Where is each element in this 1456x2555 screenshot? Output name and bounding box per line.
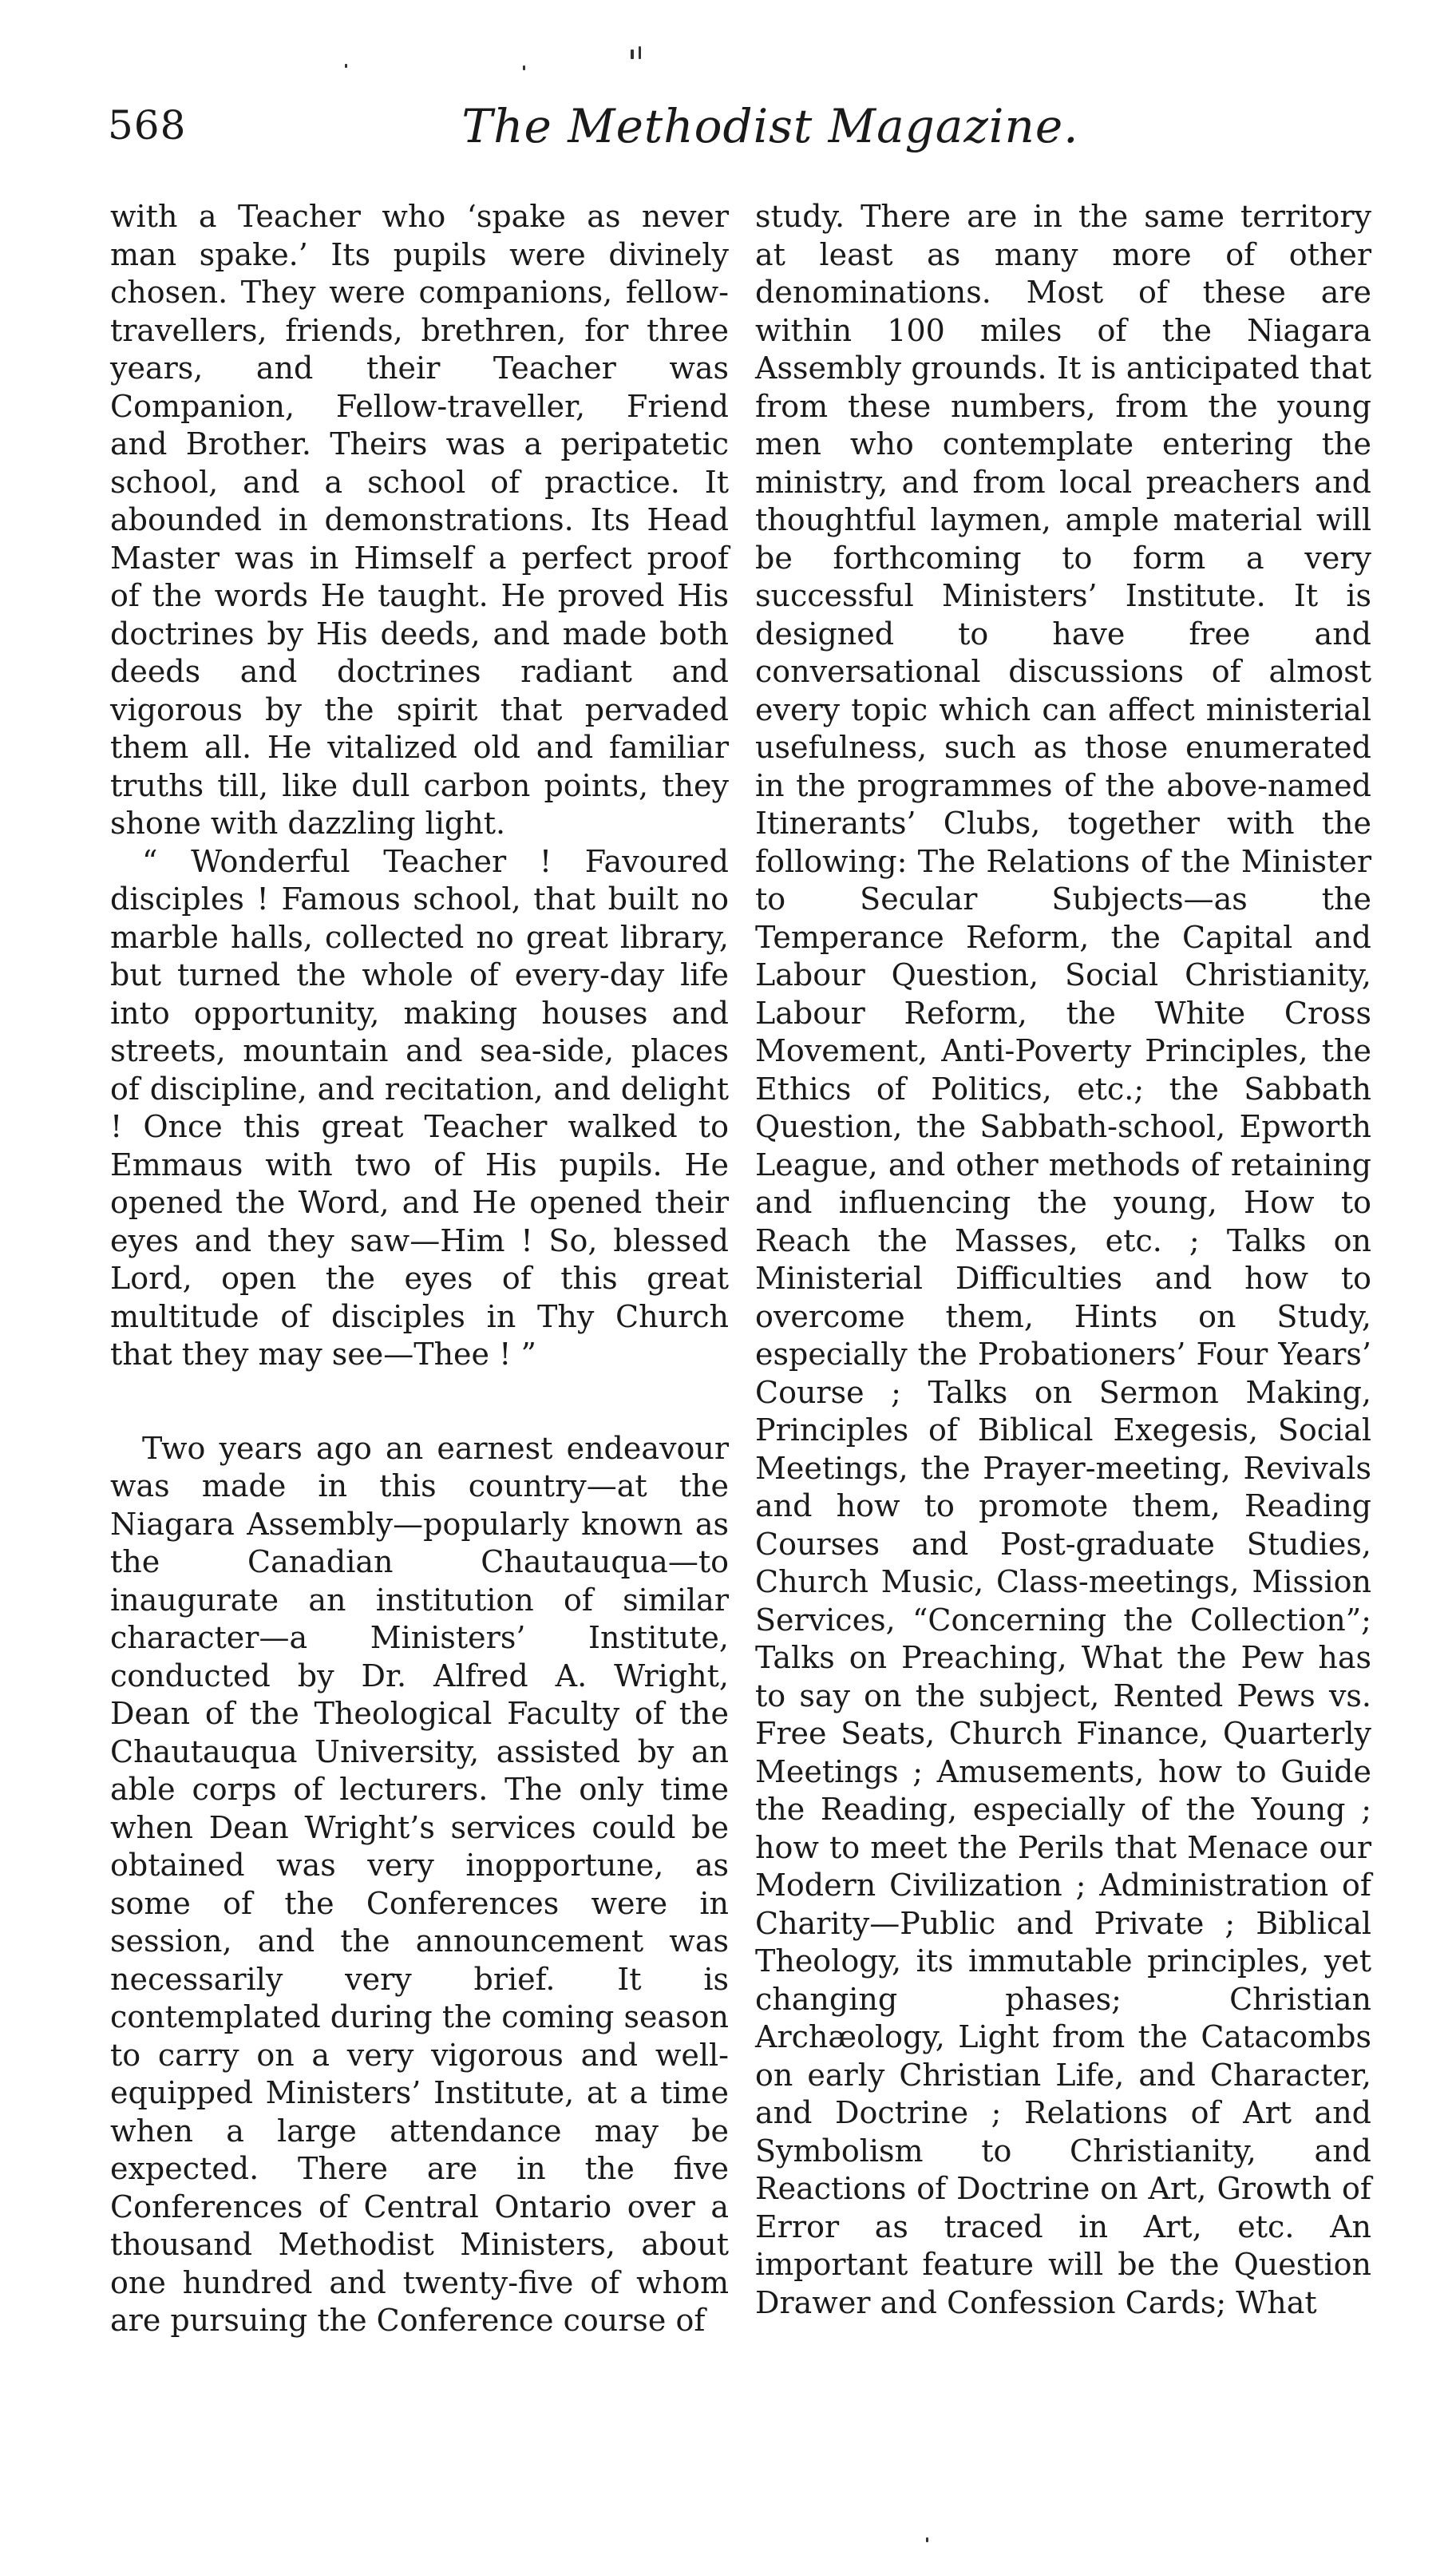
paragraph-quote: “ Wonderful Teacher ! Favoured disciples ! Famous school, that built no marble halls, collected no great library, but turned the whole of every-day life into opportunity, making houses and streets, mountain and sea-side, places of discipline, and recitation, and delight ! Once this great Teacher walked to Emmaus with two of His pupils. He opened the Word, and He opened their eyes and they saw—Him ! So, blessed Lord, open the eyes of this great multitude of disciples in Thy Church that they may see—Thee ! ” xyxy=(110,843,729,1372)
left-column xyxy=(110,198,729,2340)
print-speck xyxy=(631,50,634,59)
print-speck xyxy=(639,46,641,59)
print-speck xyxy=(926,2537,928,2542)
paragraph: with a Teacher who ‘spake as never man spake.’ Its pupils were divinely chosen. They were companions, fellow-travellers, friends, brethren, for three years, and their Teacher was Companion, Fellow-traveller, Friend and Brother. Theirs was a peripatetic school, and a school of practice. It abounded in demonstrations. Its Head Master was in Himself a perfect proof of the words He taught. He proved His doctrines by His deeds, and made both deeds and doctrines radiant and vigorous by the spirit that pervaded them all. He vitalized old and familiar truths till, like dull carbon points, they shone with dazzling light. xyxy=(110,199,729,841)
running-title: The Methodist Magazine. xyxy=(461,99,1079,153)
page-number: 568 xyxy=(108,102,187,149)
page-header xyxy=(108,94,1369,166)
paragraph: Two years ago an earnest endeavour was made in this country—at the Niagara Assembly—popularly known as the Canadian Chautauqua—to inaugurate an institution of similar character—a Ministers’ Institute, conducted by Dr. Alfred A. Wright, Dean of the Theological Faculty of the Chautauqua University, assisted by an able corps of lecturers. The only time when Dean Wright’s services could be obtained was very inopportune, as some of the Conferences were in session, and the announcement was necessarily very brief. It is contemplated during the coming season to carry on a very vigorous and well-equipped Ministers’ Institute, at a time when a large attendance may be expected. There are in the five Conferences of Central Ontario over a thousand Methodist Ministers, about one hundred and twenty-five of whom are pursuing the Conference course of xyxy=(110,1430,729,2338)
paragraph: study. There are in the same territory at least as many more of other denominations. Most of these are within 100 miles of the Niagara Assembly grounds. It is anticipated that from these numbers, from the young men who contemplate entering the ministry, and from local preachers and thoughtful laymen, ample material will be forthcoming to form a very successful Ministers’ Institute. It is designed to have free and conversational discussions of almost every topic which can affect ministerial usefulness, such as those enumerated in the programmes of the above-named Itinerants’ Clubs, together with the following: The Relations of the Minister to Secular Subjects—as the Temperance Reform, the Capital and Labour Question, Social Christianity, Labour Reform, the White Cross Movement, Anti-Poverty Principles, the Ethics of Politics, etc.; the Sabbath Question, the Sabbath-school, Epworth League, and other methods of retaining and influencing the young, How to Reach the Masses, etc. ; Talks on Ministerial Difficulties and how to overcome them, Hints on Study, especially the Probationers’ Four Years’ Course ; Talks on Sermon Making, Principles of Biblical Exegesis, Social Meetings, the Prayer-meeting, Revivals and how to promote them, Reading Courses and Post-graduate Studies, Church Music, Class-meetings, Mission Services, “Concerning the Collection”; Talks on Preaching, What the Pew has to say on the subject, Rented Pews vs. Free Seats, Church Finance, Quarterly Meetings ; Amusements, how to Guide the Reading, especially of the Young ; how to meet the Perils that Menace our Modern Civilization ; Administration of Charity—Public and Private ; Biblical Theology, its immutable principles, yet changing phases; Christian Archæology, Light from the Catacombs on early Christian Life, and Character, and Doctrine ; Relations of Art and Symbolism to Christianity, and Reactions of Doctrine on Art, Growth of Error as traced in Art, etc. An important feature will be the Question Drawer and Confession Cards; What xyxy=(755,199,1371,2320)
right-column xyxy=(755,198,1371,2322)
print-speck xyxy=(523,65,525,70)
print-speck xyxy=(345,64,347,68)
